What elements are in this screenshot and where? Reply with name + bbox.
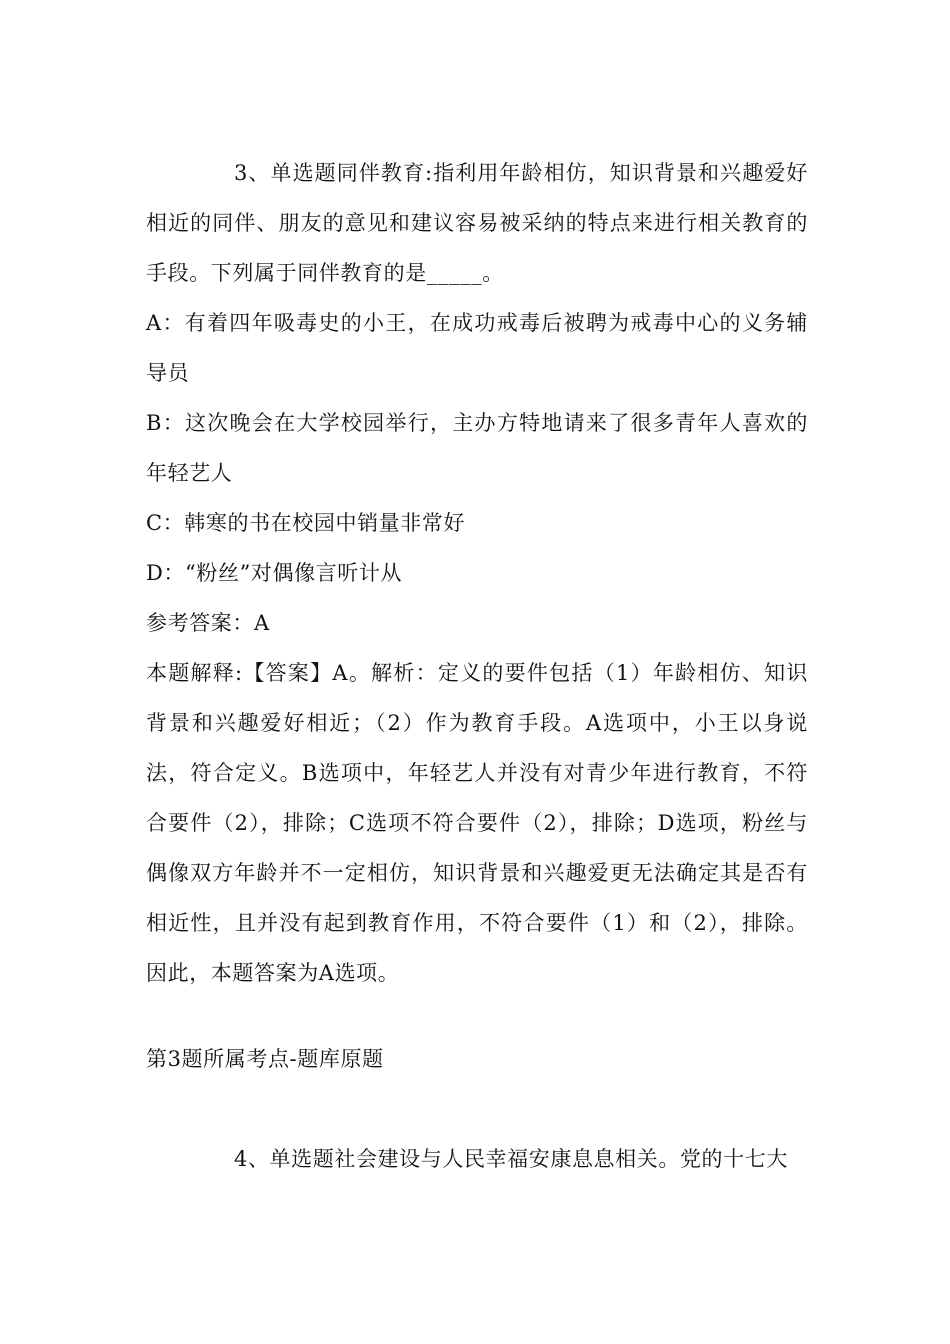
question-3-topic: 第3题所属考点-题库原题 — [146, 1047, 384, 1071]
question-3-option-c: C：韩寒的书在校园中销量非常好 — [146, 511, 466, 535]
question-4-stem: 4、单选题社会建设与人民幸福安康息息相关。党的十七大 — [234, 1147, 788, 1171]
question-3-explanation: 本题解释:【答案】A。解析：定义的要件包括（1）年龄相仿、知识背景和兴趣爱好相近；（2）作为教育手段。A选项中，小王以身说法，符合定义。B选项中，年轻艺人并没有对青少年进行教育，不符合要件（2），排除；C选项不符合要件（2），排除；D选项，粉丝与偶像双方年龄并不一定相仿，知识背景和兴趣爱更无法确定其是否有相近性，且并没有起到教育作用，不符合要件（1）和（2），排除。因此，本题答案为A选项。 — [146, 661, 808, 985]
question-3-option-a: A：有着四年吸毒史的小王，在成功戒毒后被聘为戒毒中心的义务辅导员 — [146, 311, 808, 385]
question-3-stem: 3、单选题同伴教育:指利用年龄相仿，知识背景和兴趣爱好相近的同伴、朋友的意见和建议容易被采纳的特点来进行相关教育的手段。下列属于同伴教育的是_____。 — [146, 161, 808, 285]
question-3-option-d: D：“粉丝”对偶像言听计从 — [146, 561, 403, 585]
question-3-answer: 参考答案：A — [146, 611, 270, 635]
question-3-option-b: B：这次晚会在大学校园举行，主办方特地请来了很多青年人喜欢的年轻艺人 — [146, 411, 808, 485]
document-body — [146, 148, 808, 1184]
